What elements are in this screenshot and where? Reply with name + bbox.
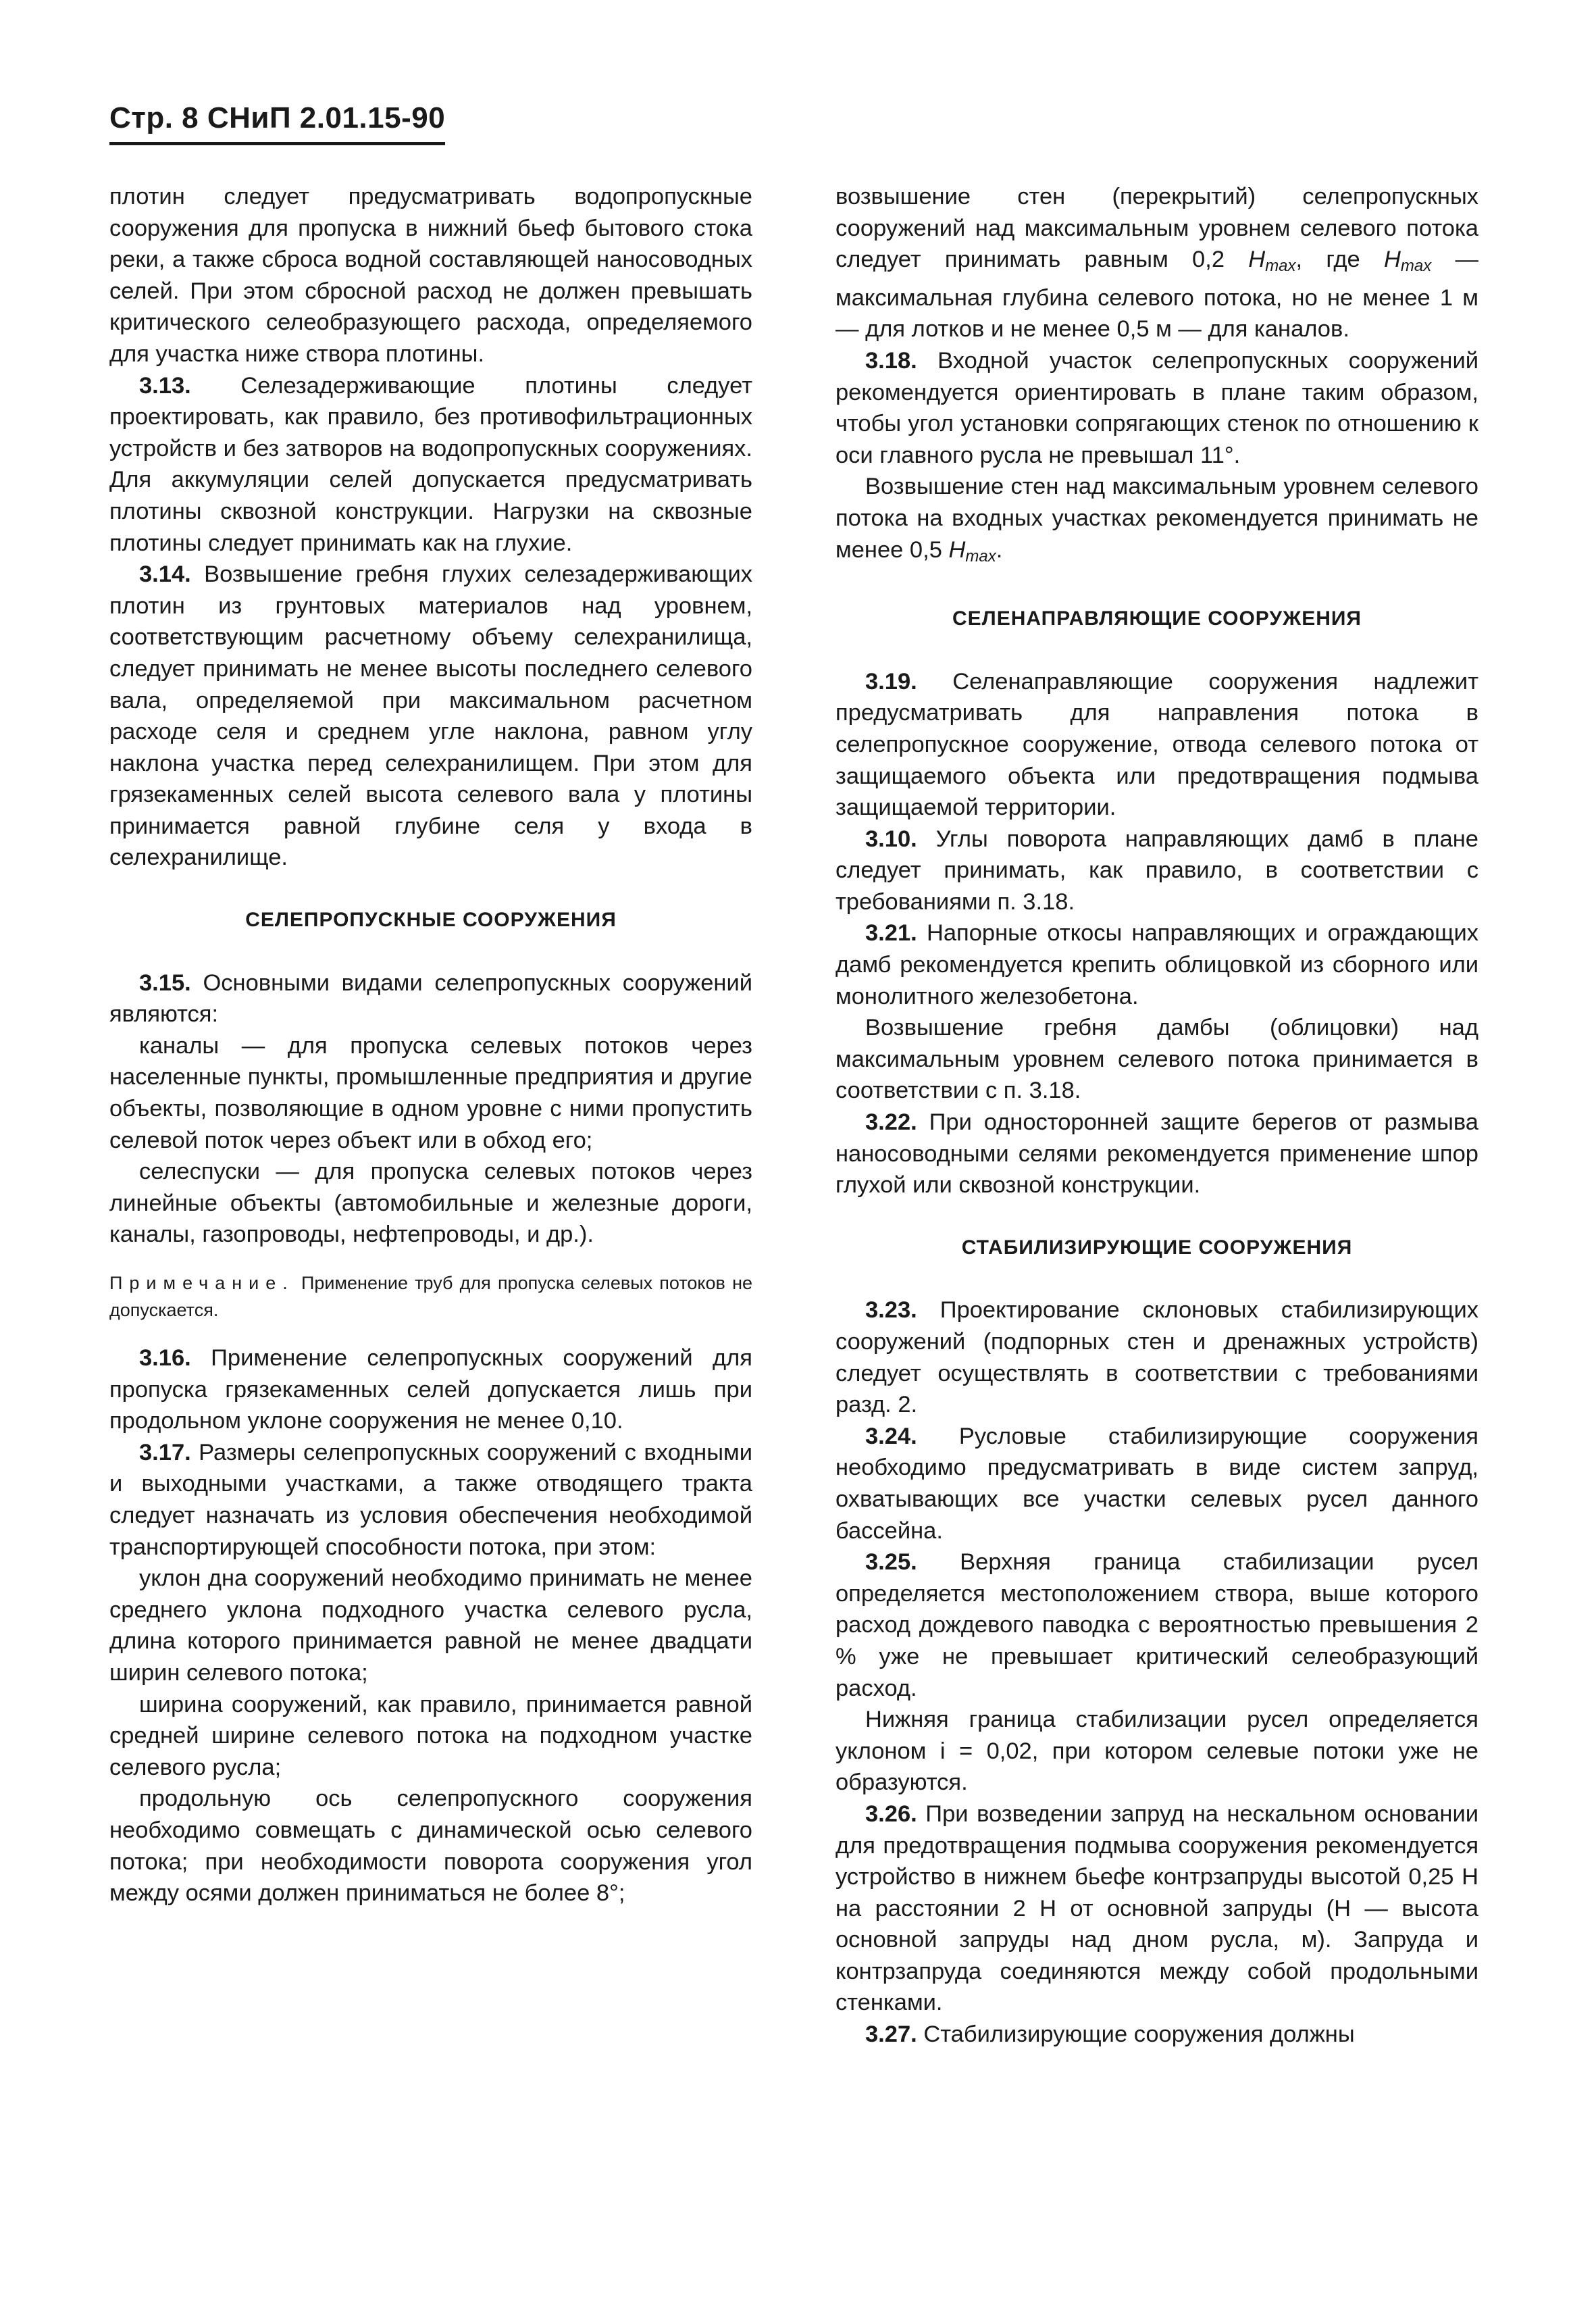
note: [109, 1269, 752, 1324]
text-fragment: возвышение стен (перекрытий) селепропускных сооружений над максимальным уровнем селевого потока следует принимать равным 0,2: [835, 184, 1478, 273]
clause-text: Селенаправляющие сооружения надлежит предусматривать для направления потока в селепропускное сооружение, отвода селевого потока от защищаемого объекта или предотвращения подмыва защищаемой территории.: [835, 668, 1478, 821]
paragraph-3-26: [835, 1799, 1478, 2019]
text-fragment: Возвышение стен над максимальным уровнем селевого потока на входных участках рекомендуется принимать не менее 0,5: [835, 474, 1478, 563]
clause-text: Верхняя граница стабилизации русел определяется местоположением створа, выше которого расход дождевого паводка с вероятностью превышения 2 % уже не превышает критический селеобразующий расход.: [835, 1549, 1478, 1701]
clause-text: Применение селепропускных сооружений для пропуска грязекаменных селей допускается лишь при продольном уклоне сооружения не менее 0,10.: [109, 1345, 752, 1434]
clause-number: 3.14.: [139, 561, 191, 588]
note-text: Применение труб для пропуска селевых потоков не допускается.: [109, 1273, 752, 1320]
clause-text: Входной участок селепропускных сооружений рекомендуется ориентировать в плане таким образом, чтобы угол установки сопрягающих стенок по отношению к оси главного русла не превышал 11°.: [835, 347, 1478, 468]
paragraph-3-21-b: Возвышение гребня дамбы (облицовки) над максимальным уровнем селевого потока принимается в соответствии с п. 3.18.: [835, 1015, 1478, 1104]
paragraph-continuation: [835, 181, 1478, 345]
clause-text: При возведении запруд на нескальном основании для предотвращения подмыва сооружения рекомендуется устройство в нижнем бьефе контрзапруды высотой 0,25 H на расстоянии 2 H от основной запруды (H — высота основной запруды над дном русла, м). Запруда и контрзапруда соединяются между собой продольными стенками.: [835, 1801, 1478, 2016]
section-heading: СЕЛЕНАПРАВЛЯЮЩИЕ СООРУЖЕНИЯ: [952, 607, 1362, 630]
subscript-max: max: [1400, 257, 1432, 276]
clause-number: 3.22.: [865, 1109, 917, 1136]
clause-text: Углы поворота направляющих дамб в плане следует принимать, как правило, в соответствии с требованиями п. 3.18.: [835, 826, 1478, 915]
page-header: Стр. 8 СНиП 2.01.15-90: [109, 101, 445, 145]
list-item: ширина сооружений, как правило, принимается равной средней ширине селевого потока на подходном участке селевого русла;: [109, 1691, 752, 1780]
symbol-h: H: [1383, 247, 1401, 273]
paragraph-3-15: [109, 967, 752, 1030]
paragraph-3-18: [835, 345, 1478, 471]
text-fragment: , где: [1295, 247, 1360, 273]
clause-number: 3.27.: [865, 2021, 917, 2048]
clause-number: 3.26.: [865, 1801, 917, 1827]
formula-h-max: [948, 537, 996, 563]
list-item: каналы — для пропуска селевых потоков через населенные пункты, промышленные предприятия и другие объекты, позволяющие в одном уровне с ними пропустить селевой поток через объект или в обход его;: [109, 1032, 752, 1153]
clause-text: Стабилизирующие сооружения должны: [923, 2021, 1355, 2048]
left-column: [109, 181, 752, 1909]
clause-number: 3.18.: [865, 347, 917, 374]
right-column: [835, 181, 1478, 2051]
clause-text: При односторонней защите берегов от размыва наносоводными селями рекомендуется применение шпор глухой или сквозной конструкции.: [835, 1109, 1478, 1199]
clause-number: 3.23.: [865, 1297, 917, 1324]
paragraph-3-16: [109, 1342, 752, 1437]
paragraph-3-20: [835, 824, 1478, 918]
subscript-max: max: [965, 547, 996, 565]
clause-number: 3.13.: [139, 372, 191, 399]
list-item: уклон дна сооружений необходимо принимать не менее среднего уклона подходного участка селевого русла, длина которого принимается равной не менее двадцати ширин селевого потока;: [109, 1565, 752, 1686]
subscript-max: max: [1265, 257, 1296, 276]
paragraph-3-27: [835, 2019, 1478, 2051]
clause-number: 3.16.: [139, 1345, 191, 1371]
section-heading: СЕЛЕПРОПУСКНЫЕ СООРУЖЕНИЯ: [245, 909, 617, 932]
symbol-h: H: [1248, 247, 1266, 273]
paragraph-continuation: плотин следует предусматривать водопропускные сооружения для пропуска в нижний бьеф бытового стока реки, а также сброса водной составляющей наносоводных селей. При этом сбросной расход не должен превышать критического селеобразующего расхода, определяемого для участка ниже створа плотины.: [109, 184, 752, 367]
paragraph-3-13: [109, 370, 752, 559]
list-item: продольную ось селепропускного сооружения необходимо совмещать с динамической осью селевого потока; при необходимости поворота сооружения угол между осями должен приниматься не более 8°;: [109, 1786, 752, 1907]
section-heading: СТАБИЛИЗИРУЮЩИЕ СООРУЖЕНИЯ: [961, 1236, 1353, 1259]
clause-number: 3.17.: [139, 1439, 191, 1465]
clause-text: Проектирование склоновых стабилизирующих сооружений (подпорных стен и дренажных устройств) следует осуществлять в соответствии с требованиями разд. 2.: [835, 1297, 1478, 1418]
paragraph-3-17: [109, 1437, 752, 1563]
clause-number: 3.10.: [865, 826, 917, 852]
clause-number: 3.24.: [865, 1423, 917, 1449]
clause-text: Возвышение гребня глухих селезадерживающих плотин из грунтовых материалов над уровнем, соответствующим расчетному объему селехранилища, следует принимать не менее высоты последнего селевого вала, определяемой при максимальном расчетном расходе селя и среднем угле наклона, равном углу наклона участка перед селехранилищем. При этом для грязекаменных селей высота селевого вала у плотины принимается равной глубине селя у входа в селехранилище.: [109, 561, 752, 871]
paragraph-3-24: [835, 1421, 1478, 1546]
clause-text: Русловые стабилизирующие сооружения необходимо предусматривать в виде систем запруд, охватывающих все участки селевых русел данного бассейна.: [835, 1423, 1478, 1544]
clause-text: Селезадерживающие плотины следует проектировать, как правило, без противофильтрационных устройств и без затворов на водопропускных сооружениях. Для аккумуляции селей допускается предусматривать плотины сквозной конструкции. Нагрузки на сквозные плотины следует принимать как на глухие.: [109, 372, 753, 556]
text-fragment: — максимальная глубина селевого потока, но не менее 1 м — для лотков и не менее 0,5 м — для каналов.: [835, 247, 1478, 343]
symbol-h: H: [948, 536, 966, 563]
clause-text: Основными видами селепропускных сооружений являются:: [109, 970, 752, 1028]
formula-h-max: [1248, 247, 1296, 276]
clause-number: 3.19.: [865, 668, 917, 695]
formula-h-max: [1383, 247, 1432, 276]
paragraph-3-19: [835, 666, 1478, 824]
list-item: селеспуски — для пропуска селевых потоков через линейные объекты (автомобильные и железные дороги, каналы, газопроводы, нефтепроводы, и др.).: [109, 1159, 752, 1248]
paragraph-3-14: [109, 559, 752, 874]
paragraph-3-23: [835, 1294, 1478, 1420]
paragraph-3-21: [835, 917, 1478, 1012]
clause-number: 3.21.: [865, 920, 917, 947]
paragraph-3-25: [835, 1546, 1478, 1704]
paragraph-3-22: [835, 1107, 1478, 1201]
clause-text: Напорные откосы направляющих и ограждающих дамб рекомендуется крепить облицовкой из сборного или монолитного железобетона.: [835, 920, 1478, 1009]
clause-text: Размеры селепропускных сооружений с входными и выходными участками, а также отводящего тракта следует назначать из условия обеспечения необходимой транспортирующей способности потока, при этом:: [109, 1439, 752, 1560]
note-label: Примечание.: [109, 1273, 294, 1293]
paragraph-3-25-b: Нижняя граница стабилизации русел определяется уклоном i = 0,02, при котором селевые потоки уже не образуются.: [835, 1707, 1478, 1796]
paragraph-3-18-b: Возвышение стен над максимальным уровнем селевого потока на входных участках рекомендуется принимать не менее 0,5 $H_{max}$.: [835, 474, 1478, 565]
clause-number: 3.25.: [865, 1549, 917, 1576]
clause-number: 3.15.: [139, 970, 191, 996]
